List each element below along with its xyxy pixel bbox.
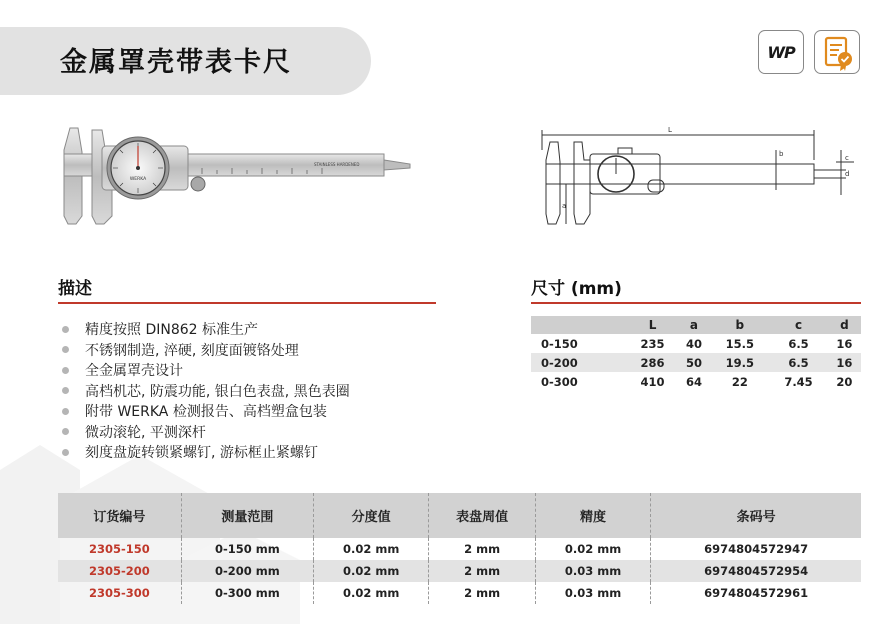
bullet-icon [62, 346, 69, 353]
table-cell: 0-300 [541, 374, 578, 389]
table-cell: 64 [685, 374, 702, 389]
bullet-icon [62, 428, 69, 435]
table-cell: 20 [836, 374, 853, 389]
list-item: 附带 WERKA 检测报告、高档塑盒包装 [62, 401, 350, 422]
dial-caliper-image [52, 120, 414, 232]
order-table [58, 493, 861, 604]
label-L: L [668, 126, 672, 134]
table-row [531, 372, 861, 391]
column-header: c [769, 316, 828, 334]
table-cell: 0-150 mm [181, 538, 313, 560]
table-cell: 2 mm [429, 538, 536, 560]
table-cell: 6974804572954 [651, 560, 861, 582]
table-cell: 0.02 mm [313, 560, 428, 582]
table-cell: 16 [828, 353, 861, 372]
table-cell: 2 mm [429, 560, 536, 582]
dimensions-table [531, 316, 861, 391]
table-row [58, 582, 861, 604]
label-b: b [779, 150, 784, 158]
table-cell: 19.5 [711, 353, 770, 372]
dimensions-divider [531, 302, 861, 304]
list-item: 微动滚轮, 平测深杆 [62, 422, 350, 443]
column-header-barcode: 条码号 [651, 493, 861, 538]
bullet-icon [62, 326, 69, 333]
list-item: 精度按照 DIN862 标准生产 [62, 319, 350, 340]
table-cell: 50 [677, 353, 710, 372]
table-cell: 0-200 [531, 353, 628, 372]
brand-logo [758, 30, 804, 74]
column-header-order-number: 订货编号 [58, 493, 181, 538]
certificate-logo [814, 30, 860, 74]
table-cell: 22 [731, 374, 748, 389]
table-row [531, 353, 861, 372]
table-cell: 0.02 mm [535, 538, 650, 560]
bullet-icon [62, 387, 69, 394]
dimension-drawing [536, 120, 861, 238]
dimensions-heading: 尺寸 (mm) [531, 279, 622, 299]
table-cell: 6.5 [788, 336, 809, 351]
column-header: L [628, 316, 678, 334]
table-cell: 0.03 mm [535, 582, 650, 604]
certificate-icon [815, 31, 861, 75]
description-heading: 描述 [58, 279, 92, 299]
table-cell: 2 mm [429, 582, 536, 604]
table-cell: 410 [640, 374, 665, 389]
list-item: 全金属罩壳设计 [62, 360, 350, 381]
bullet-icon [62, 449, 69, 456]
brand-logo-text: WP [767, 42, 795, 62]
order-code: 2305-150 [88, 542, 150, 556]
table-row [58, 538, 861, 560]
column-header [531, 316, 628, 334]
page-title: 金属罩壳带表卡尺 [60, 47, 292, 78]
table-cell: 0-200 mm [181, 560, 313, 582]
description-divider [58, 302, 436, 304]
column-header-accuracy: 精度 [535, 493, 650, 538]
table-cell: 0-150 [541, 336, 578, 351]
table-cell: 15.5 [725, 336, 755, 351]
list-item: 不锈钢制造, 淬硬, 刻度面镀铬处理 [62, 340, 350, 361]
table-cell: 6974804572961 [651, 582, 861, 604]
table-cell: 7.45 [784, 374, 813, 389]
list-item: 刻度盘旋转锁紧螺钉, 游标框止紧螺钉 [62, 442, 350, 463]
label-c: c [845, 154, 849, 162]
table-cell: 40 [685, 336, 702, 351]
column-header: b [711, 316, 770, 334]
table-cell: 0.03 mm [535, 560, 650, 582]
table-cell: 0-300 mm [181, 582, 313, 604]
table-header-row [58, 493, 861, 538]
column-header-dial-value: 表盘周值 [429, 493, 536, 538]
order-code: 2305-200 [58, 560, 181, 582]
table-cell: 0.02 mm [313, 582, 428, 604]
description-list [62, 319, 350, 463]
bullet-icon [62, 408, 69, 415]
table-cell: 235 [640, 336, 665, 351]
table-cell: 0.02 mm [313, 538, 428, 560]
label-a: a [562, 202, 567, 210]
list-item: 高档机芯, 防震功能, 银白色表盘, 黑色表圈 [62, 381, 350, 402]
table-row [58, 560, 861, 582]
scale-text: STAINLESS HARDENED [314, 162, 360, 167]
table-header-row [531, 316, 861, 334]
dial-brand-text: WERKA [129, 177, 147, 182]
order-code: 2305-300 [88, 586, 150, 600]
column-header: d [828, 316, 861, 334]
column-header: a [677, 316, 710, 334]
column-header-resolution: 分度值 [313, 493, 428, 538]
table-cell: 286 [628, 353, 678, 372]
table-cell: 6974804572947 [651, 538, 861, 560]
column-header-range: 测量范围 [181, 493, 313, 538]
label-d: d [845, 170, 850, 178]
table-row [531, 334, 861, 353]
table-cell: 16 [836, 336, 853, 351]
table-cell: 6.5 [769, 353, 828, 372]
bullet-icon [62, 367, 69, 374]
